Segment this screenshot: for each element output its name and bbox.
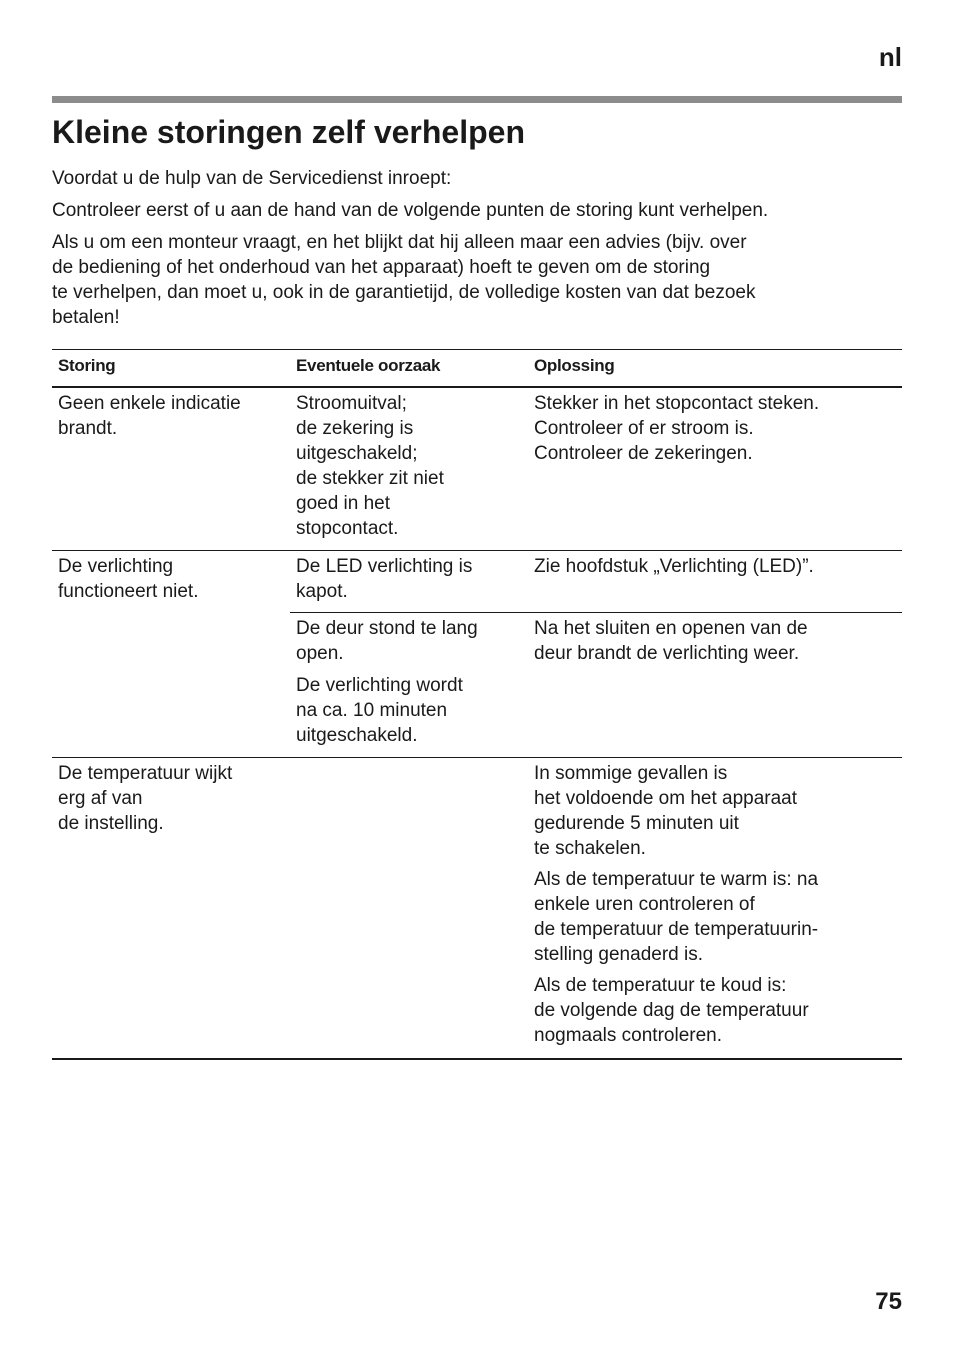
header-rule [52, 96, 902, 103]
page-number: 75 [875, 1288, 902, 1315]
intro-line: te verhelpen, dan moet u, ook in de garantietijd, de volledige kosten van dat bezoek [52, 282, 756, 303]
subrow-divider [290, 612, 902, 613]
oplossing-cell [534, 761, 902, 861]
cell-line: De LED verlichting is [296, 556, 473, 577]
table-row [52, 758, 902, 1060]
cell-line: enkele uren controleren of [534, 894, 755, 915]
intro-paragraph-3 [52, 230, 902, 330]
oplossing-cell [534, 391, 902, 466]
cell-line: Controleer de zekeringen. [534, 443, 753, 464]
cell-line: Zie hoofdstuk „Verlichting (LED)”. [534, 556, 814, 577]
cell-line: na ca. 10 minuten [296, 700, 448, 721]
table-row [52, 551, 902, 758]
cell-line: Na het sluiten en openen van de [534, 618, 808, 639]
oorzaak-cell [296, 673, 526, 748]
cell-line: deur brandt de verlichting weer. [534, 643, 800, 664]
cell-line: open. [296, 643, 344, 664]
storing-cell [58, 391, 283, 441]
column-header-storing: Storing [58, 356, 116, 375]
language-tag: nl [878, 42, 902, 72]
troubleshooting-table [52, 349, 902, 1060]
intro-line: Als u om een monteur vraagt, en het blijkt dat hij alleen maar een advies (bijv. over [52, 232, 747, 253]
cell-line: De temperatuur wijkt [58, 763, 233, 784]
cell-line: de zekering is [296, 418, 414, 439]
cell-line: De verlichting wordt [296, 675, 463, 696]
cell-line: gedurende 5 minuten uit [534, 813, 739, 834]
cell-line: Geen enkele indicatie [58, 393, 241, 414]
cell-line: uitgeschakeld; [296, 443, 418, 464]
cell-line: te schakelen. [534, 838, 646, 859]
cell-line: stopcontact. [296, 518, 399, 539]
intro-paragraph-2 [52, 198, 902, 223]
cell-line: brandt. [58, 418, 118, 439]
oorzaak-cell [296, 391, 526, 541]
cell-line: In sommige gevallen is [534, 763, 728, 784]
cell-line: stelling genaderd is. [534, 944, 703, 965]
intro-paragraph-1 [52, 166, 902, 191]
cell-line: de stekker zit niet [296, 468, 444, 489]
cell-line: Stekker in het stopcontact steken. [534, 393, 820, 414]
table-row [52, 388, 902, 551]
oplossing-cell [534, 616, 902, 666]
cell-line: Als de temperatuur te warm is: na [534, 869, 819, 890]
cell-line: Stroomuitval; [296, 393, 407, 414]
oplossing-cell [534, 867, 902, 967]
cell-line: Controleer of er stroom is. [534, 418, 754, 439]
column-header-oplossing: Oplossing [534, 356, 615, 375]
cell-line: kapot. [296, 581, 348, 602]
oplossing-cell [534, 973, 902, 1048]
cell-line: uitgeschakeld. [296, 725, 418, 746]
intro-line: de bediening of het onderhoud van het apparaat) hoeft te geven om de storing [52, 257, 711, 278]
intro-line: Controleer eerst of u aan de hand van de volgende punten de storing kunt verhelpen. [52, 200, 769, 221]
oorzaak-cell [296, 554, 526, 604]
intro-line: Voordat u de hulp van de Servicedienst inroept: [52, 168, 452, 189]
cell-line: de volgende dag de temperatuur [534, 1000, 809, 1021]
cell-line: goed in het [296, 493, 391, 514]
cell-line: De deur stond te lang [296, 618, 478, 639]
page-title: Kleine storingen zelf verhelpen [52, 114, 525, 150]
cell-line: De verlichting [58, 556, 174, 577]
cell-line: de temperatuur de temperatuurin- [534, 919, 819, 940]
cell-line: functioneert niet. [58, 581, 199, 602]
column-header-oorzaak: Eventuele oorzaak [296, 356, 441, 375]
cell-line: nogmaals controleren. [534, 1025, 722, 1046]
table-header [52, 350, 902, 388]
cell-line: erg af van [58, 788, 143, 809]
storing-cell [58, 554, 283, 604]
oplossing-cell [534, 554, 902, 579]
cell-line: de instelling. [58, 813, 164, 834]
cell-line: Als de temperatuur te koud is: [534, 975, 787, 996]
intro-line: betalen! [52, 307, 120, 328]
oorzaak-cell [296, 616, 526, 666]
cell-line: het voldoende om het apparaat [534, 788, 798, 809]
storing-cell [58, 761, 283, 836]
